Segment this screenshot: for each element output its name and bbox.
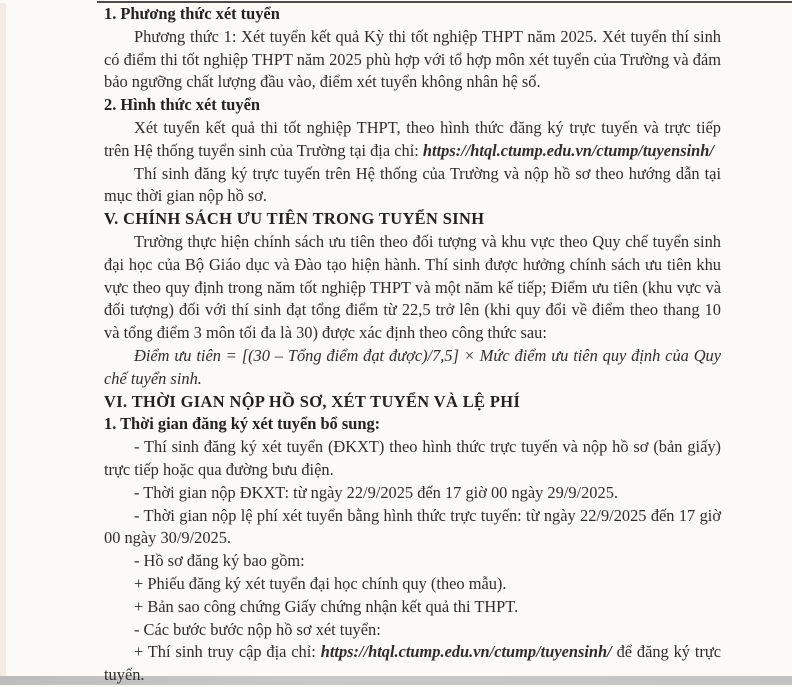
section-1-heading: 1. Phương thức xét tuyển [104,4,280,23]
list-item-fee-deadline: - Thời gian nộp lệ phí xét tuyển bằng hình thức trực tuyến: từ ngày 22/9/2025 đến 17 giờ 00 ngày 30/9/2025. [104,505,721,548]
list-item-submission-steps: - Các bước bước nộp hồ sơ xét tuyển: [134,619,381,639]
section-2-heading: 2. Hình thức xét tuyển [104,95,260,115]
list-item-registration-form: + Phiếu đăng ký xét tuyển đại học chính quy (theo mẫu). [134,573,507,593]
list-item-access-url-post: để đăng ký trực tuyến. [104,642,721,685]
admission-portal-url: https://htql.ctump.edu.vn/ctump/tuyensinh/ [422,140,714,160]
page-left-edge-strip [0,3,6,676]
list-item-access-url [104,641,721,687]
admission-portal-url-2: https://htql.ctump.edu.vn/ctump/tuyensinh/ [320,642,612,662]
list-item-registration-method: - Thí sinh đăng ký xét tuyển (ĐKXT) theo hình thức trực tuyến và nộp hồ sơ (bản giấy) trực tiếp hoặc qua đường bưu điện. [104,437,721,479]
section-vi-heading: VI. THỜI GIAN NỘP HỒ SƠ, XÉT TUYỂN VÀ LỆ PHÍ [104,391,521,411]
section-v-paragraph: Trường thực hiện chính sách ưu tiên theo đối tượng và khu vực theo Quy chế tuyển sinh đại học của Bộ Giáo dục và Đào tạo hiện hành. Thí sinh được hưởng chính sách ưu tiên khu vực theo quy định trong năm tốt nghiệp THPT và một năm kế tiếp; Điểm ưu tiên (khu vực và đối tượng) đối với thí sinh đạt tổng điểm từ 22,5 trở lên (khi quy đổi về điểm theo thang 10 và tổng điểm 3 môn tối đa là 30) được xác định theo công thức sau: [104,231,721,343]
list-item-dossier-includes: - Hồ sơ đăng ký bao gồm: [134,551,305,571]
list-item-dkxt-deadline: - Thời gian nộp ĐKXT: từ ngày 22/9/2025 đến 17 giờ 00 ngày 29/9/2025. [134,482,618,502]
section-2-paragraph-2: Thí sinh đăng ký trực tuyến trên Hệ thống của Trường và nộp hồ sơ theo hướng dẫn tại mục thời gian nộp hồ sơ. [104,163,721,206]
document-page [104,3,721,687]
section-1-paragraph: Phương thức 1: Xét tuyển kết quả Kỳ thi tốt nghiệp THPT năm 2025. Xét tuyển thí sinh có điểm thi tốt nghiệp THPT năm 2025 phù hợp với tổ hợp môn xét tuyển của Trường và đảm bảo ngưỡng chất lượng đầu vào, điểm xét tuyển không nhân hệ số. [104,26,721,92]
section-2-paragraph-1-text: Xét tuyển kết quả thi tốt nghiệp THPT, theo hình thức đăng ký trực tuyến và trực tiếp trên Hệ thống tuyển sinh của Trường tại địa chỉ: [104,117,721,160]
section-vi-subheading: 1. Thời gian đăng ký xét tuyển bổ sung: [104,414,381,434]
priority-score-formula: Điểm ưu tiên = [(30 – Tổng điểm đạt được)/7,5] × Mức điểm ưu tiên quy định của Quy chế tuyển sinh. [104,345,721,388]
list-item-access-url-pre: + Thí sinh truy cập địa chỉ: [134,642,321,662]
section-2-paragraph-1 [104,117,721,163]
list-item-certified-copy: + Bản sao công chứng Giấy chứng nhận kết quả thi THPT. [134,596,519,616]
section-v-heading: V. CHÍNH SÁCH ƯU TIÊN TRONG TUYỂN SINH [104,209,485,229]
